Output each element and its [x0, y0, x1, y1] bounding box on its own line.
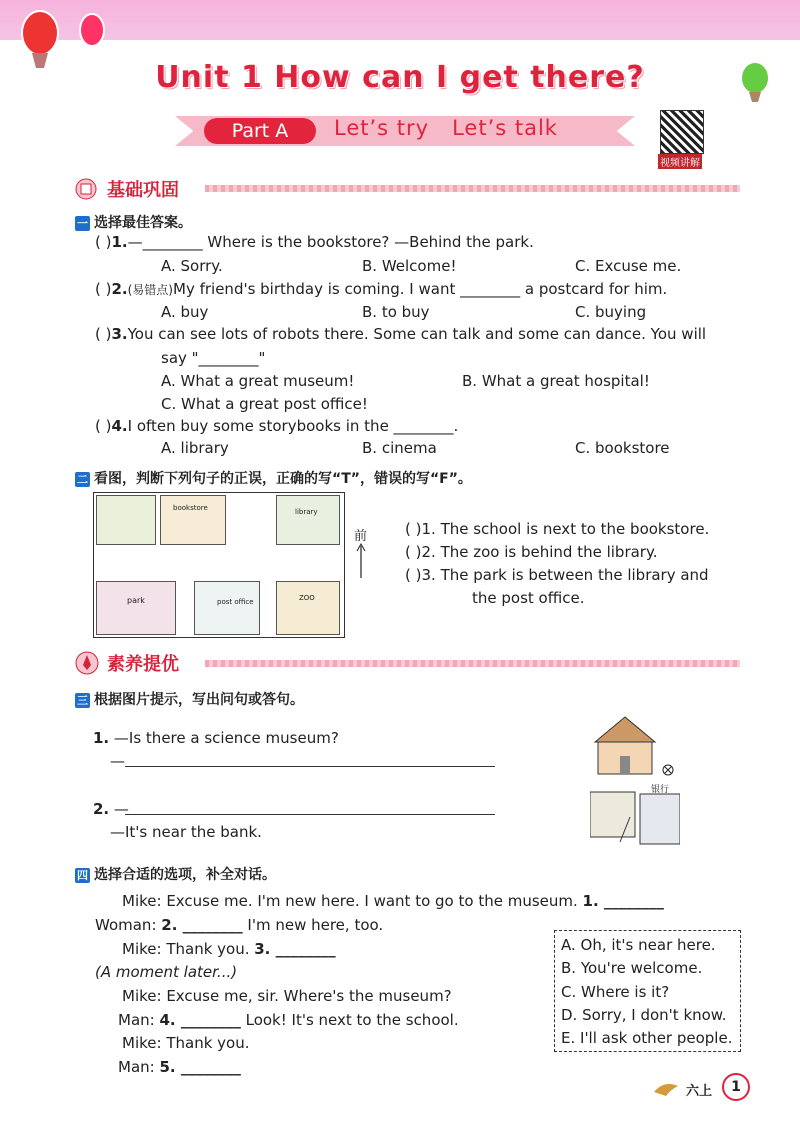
q4-instruction-text: 选择合适的选项，补全对话。: [94, 867, 276, 883]
q2-item-1: [405, 520, 709, 538]
dialogue-text: Excuse me, sir. Where's the museum?: [166, 987, 452, 1005]
dialogue-text: Thank you.: [166, 1034, 250, 1052]
page-number: 1: [722, 1073, 750, 1101]
rocket-icon: [75, 651, 105, 675]
speaker: Mike:: [122, 1034, 162, 1052]
part-subtitle: Let’s try Let’s talk: [334, 116, 558, 140]
q1-instruction-text: 选择最佳答案。: [94, 215, 192, 231]
option[interactable]: B. to buy: [362, 303, 430, 321]
item-number: 1.: [111, 233, 128, 251]
dialogue-line-5: [122, 987, 452, 1005]
dialogue-blank[interactable]: 1. ________: [582, 892, 664, 910]
dialogue-blank[interactable]: 3. ________: [254, 940, 336, 958]
option[interactable]: E. I'll ask other people.: [561, 1029, 733, 1047]
dialogue-blank[interactable]: 5. ________: [159, 1058, 241, 1076]
q1-item-3: [95, 325, 706, 343]
dialogue-line-3: [122, 940, 336, 958]
option[interactable]: C. buying: [575, 303, 647, 321]
answer-paren[interactable]: ( ): [95, 325, 112, 343]
item-stem: My friend's birthday is coming. I want ________ a postcard for him.: [173, 280, 668, 298]
q1-item-4: [95, 417, 458, 435]
item-number: 2.: [111, 280, 128, 298]
qr-label: 视频讲解: [658, 154, 702, 169]
item-number: 3.: [111, 325, 128, 343]
option[interactable]: D. Sorry, I don't know.: [561, 1006, 727, 1024]
option[interactable]: A. Oh, it's near here.: [561, 936, 716, 954]
dialogue-blank[interactable]: 4. ________: [159, 1011, 241, 1029]
dialogue-text: Look! It's next to the school.: [240, 1011, 459, 1029]
dialogue-text: Thank you.: [166, 940, 255, 958]
section-advanced-title: 素养提优: [107, 654, 179, 675]
post-office-label: post office: [217, 598, 254, 606]
speaker: Man:: [118, 1058, 155, 1076]
dialogue-text: I'm new here, too.: [242, 916, 384, 934]
option[interactable]: C. bookstore: [575, 439, 670, 457]
answer-line[interactable]: [125, 814, 495, 815]
item-line: —It's near the bank.: [110, 823, 262, 841]
bookstore-building: [160, 495, 226, 545]
item-line: —: [110, 752, 125, 770]
answer-paren[interactable]: ( ): [95, 280, 112, 298]
item-number: 1.: [93, 729, 110, 747]
option[interactable]: C. Where is it?: [561, 983, 670, 1001]
answer-paren[interactable]: ( ): [405, 566, 422, 584]
q2-instruction-text: 看图，判断下列句子的正误，正确的写“T”，错误的写“F”。: [94, 471, 472, 487]
q1-item-1: [95, 233, 534, 251]
direction-label: 前: [354, 529, 368, 544]
item-text: 2. The zoo is behind the library.: [421, 543, 658, 561]
speaker: Mike:: [122, 940, 162, 958]
option[interactable]: B. Welcome!: [362, 257, 457, 275]
section-divider: [205, 660, 740, 667]
section-divider: [205, 185, 740, 192]
q2-number: 二: [77, 472, 88, 486]
dialogue-line-8: [118, 1058, 241, 1076]
option[interactable]: B. cinema: [362, 439, 437, 457]
q1-number: 一: [77, 216, 88, 230]
q1-item-2: [95, 280, 667, 298]
dialogue-line-1: [122, 892, 664, 910]
bank-label: 银行: [651, 785, 670, 795]
speaker: Man:: [118, 1011, 155, 1029]
park-label: park: [127, 596, 145, 605]
q3-number: 三: [77, 693, 88, 707]
answer-paren[interactable]: ( ): [405, 543, 422, 561]
q2-item-3: [405, 566, 709, 584]
page-title: Unit 1 How can I get there?: [155, 60, 645, 95]
q3-item-2: [93, 800, 129, 818]
answer-paren[interactable]: ( ): [95, 417, 112, 435]
zoo-label: ZOO: [299, 594, 315, 602]
item-text: 1. The school is next to the bookstore.: [421, 520, 710, 538]
item-stem: —________ Where is the bookstore? —Behind the park.: [127, 233, 534, 251]
option[interactable]: A. library: [161, 439, 229, 457]
library-label: library: [295, 508, 318, 516]
q2-instruction: [75, 468, 472, 488]
item-text: 3. The park is between the library and: [421, 566, 709, 584]
item-tag: (易错点): [127, 283, 173, 297]
q3-instruction: [75, 689, 304, 709]
q1-instruction: [75, 212, 192, 232]
option[interactable]: A. What a great museum!: [161, 372, 355, 390]
section-basic-title: 基础巩固: [107, 180, 179, 201]
dialogue-line-2: [95, 916, 383, 934]
q3-item-1: [93, 729, 339, 747]
option[interactable]: A. buy: [161, 303, 209, 321]
option[interactable]: B. What a great hospital!: [462, 372, 650, 390]
option[interactable]: A. Sorry.: [161, 257, 223, 275]
top-banner: [0, 0, 800, 40]
item-stem: You can see lots of robots there. Some can talk and some can dance. You will: [127, 325, 707, 343]
item-number: 2.: [93, 800, 110, 818]
map-picture: [93, 492, 345, 638]
speaker: Mike:: [122, 987, 162, 1005]
answer-paren[interactable]: ( ): [95, 233, 112, 251]
item-stem-cont: say "________": [161, 349, 266, 367]
answer-paren[interactable]: ( ): [405, 520, 422, 538]
dialogue-line-7: [122, 1034, 249, 1052]
part-badge: Part A: [204, 118, 316, 144]
speaker: Mike:: [122, 892, 162, 910]
bird-icon: [652, 1078, 682, 1098]
qr-code-icon[interactable]: [660, 110, 704, 154]
answer-line[interactable]: [125, 766, 495, 767]
q2-item-2: [405, 543, 657, 561]
bookstore-label: bookstore: [173, 504, 208, 512]
grade-label: 六上: [686, 1084, 713, 1099]
museum-bank-picture: [590, 712, 680, 847]
arrow-up-icon: [355, 543, 367, 579]
speaker: Woman:: [95, 916, 157, 934]
dialogue-blank[interactable]: 2. ________: [161, 916, 243, 934]
dialogue-note: (A moment later...): [95, 963, 238, 981]
q4-instruction: [75, 864, 276, 884]
book-icon: [75, 178, 105, 200]
q3-instruction-text: 根据图片提示，写出问句或答句。: [94, 692, 304, 708]
dialogue-text: Excuse me. I'm new here. I want to go to the museum.: [166, 892, 583, 910]
option[interactable]: C. Excuse me.: [575, 257, 682, 275]
option[interactable]: C. What a great post office!: [161, 395, 368, 413]
item-number: 4.: [111, 417, 128, 435]
item-line: —: [113, 800, 129, 818]
zoo-building: [276, 581, 340, 635]
dialogue-line-6: [118, 1011, 459, 1029]
q4-number: 四: [77, 868, 88, 882]
library-building: [276, 495, 340, 545]
item-stem: I often buy some storybooks in the ________.: [127, 417, 459, 435]
post-office-building: [194, 581, 260, 635]
park-building: [96, 581, 176, 635]
option[interactable]: B. You're welcome.: [561, 959, 703, 977]
school-building: [96, 495, 156, 545]
item-line: —Is there a science museum?: [113, 729, 339, 747]
item-text-cont: the post office.: [472, 589, 585, 607]
